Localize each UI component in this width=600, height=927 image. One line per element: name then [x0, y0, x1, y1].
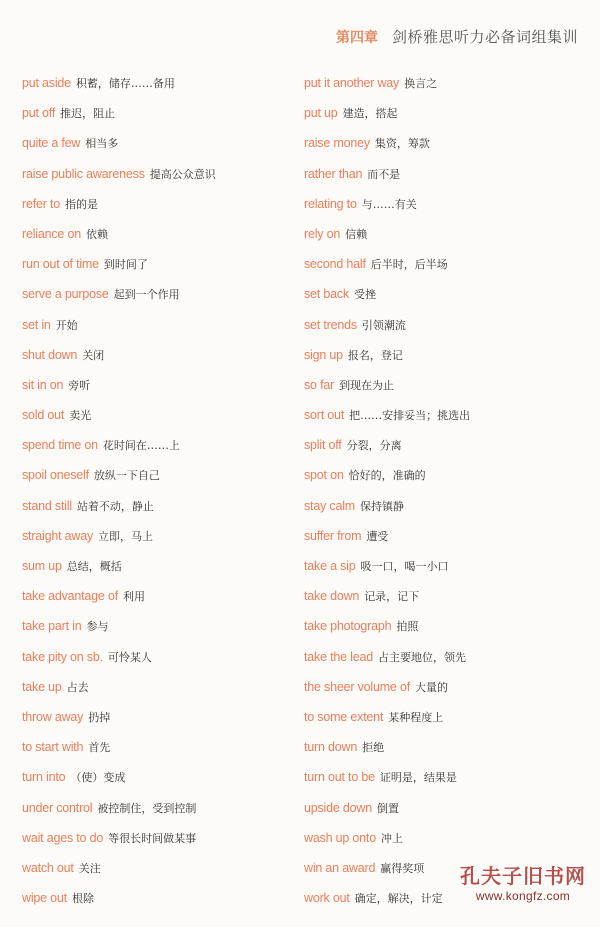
chinese-meaning: （使）变成 — [70, 771, 126, 785]
vocab-entry — [304, 464, 589, 494]
vocab-entry — [304, 525, 589, 555]
chinese-meaning: 到现在为止 — [339, 378, 395, 392]
vocab-entry — [22, 857, 307, 887]
chinese-meaning: 冲上 — [380, 831, 403, 845]
english-phrase: sold out — [22, 408, 65, 423]
chinese-meaning: 信赖 — [345, 227, 368, 241]
vocab-entry — [304, 736, 589, 766]
chapter-label: 第四章 — [335, 30, 378, 46]
vocab-entry — [22, 887, 307, 917]
chinese-meaning: 等很长时间做某事 — [108, 831, 197, 845]
vocab-entry — [304, 495, 589, 525]
chinese-meaning: 旁听 — [68, 378, 91, 392]
vocab-entry — [304, 555, 589, 585]
chinese-meaning: 利用 — [122, 590, 145, 604]
chinese-meaning: 赢得奖项 — [380, 861, 425, 875]
english-phrase: take the lead — [304, 649, 373, 664]
chinese-meaning: 参与 — [86, 620, 109, 634]
vocab-entry — [304, 283, 589, 313]
english-phrase: sum up — [22, 559, 62, 573]
chinese-meaning: 首先 — [88, 741, 111, 755]
english-phrase: sit in on — [22, 377, 64, 392]
english-phrase: stay calm — [304, 498, 355, 513]
chinese-meaning: 指的是 — [65, 197, 98, 211]
chinese-meaning: 卖光 — [69, 409, 92, 423]
vocab-entry — [304, 434, 589, 464]
english-phrase: put aside — [22, 76, 71, 90]
english-phrase: take pity on sb. — [22, 649, 103, 664]
english-phrase: upside down — [304, 800, 372, 815]
chinese-meaning: 扔掉 — [88, 710, 111, 724]
vocab-entry — [304, 223, 589, 253]
vocab-entry — [22, 495, 307, 525]
english-phrase: take photograph — [304, 619, 392, 634]
vocab-entry — [22, 615, 307, 645]
vocab-entry — [22, 766, 307, 796]
vocab-entry — [304, 646, 589, 676]
english-phrase: relating to — [304, 196, 357, 211]
english-phrase: sign up — [304, 347, 343, 362]
chinese-meaning: 推迟，阻止 — [60, 107, 116, 121]
chinese-meaning: 证明是，结果是 — [379, 771, 457, 785]
vocab-entry — [304, 102, 589, 132]
vocab-entry — [304, 797, 589, 827]
chinese-meaning: 与……有关 — [361, 197, 417, 211]
english-phrase: take part in — [22, 619, 82, 634]
vocab-entry — [22, 132, 307, 162]
english-phrase: set back — [304, 287, 349, 302]
chinese-meaning: 记录，记下 — [364, 590, 420, 604]
chinese-meaning: 开始 — [55, 318, 78, 332]
chinese-meaning: 建造，搭起 — [342, 107, 398, 121]
chinese-meaning: 依赖 — [85, 227, 108, 241]
english-phrase: watch out — [22, 860, 74, 875]
english-phrase: turn down — [304, 740, 358, 755]
vocab-entry — [22, 374, 307, 404]
chinese-meaning: 报名，登记 — [347, 348, 403, 362]
chinese-meaning: 倒置 — [377, 801, 399, 815]
vocab-entry — [304, 585, 589, 615]
vocab-entry — [22, 72, 307, 102]
chinese-meaning: 大量的 — [414, 680, 448, 694]
vocab-entry — [22, 434, 307, 464]
chinese-meaning: 关闭 — [82, 348, 105, 362]
english-phrase: put it another way — [304, 76, 400, 90]
chinese-meaning: 立即，马上 — [98, 529, 154, 543]
book-title: 剑桥雅思听力必备词组集训 — [391, 28, 578, 46]
vocab-entry — [22, 253, 307, 283]
chinese-meaning: 提高公众意识 — [149, 167, 216, 181]
english-phrase: throw away — [22, 709, 84, 724]
vocab-entry — [22, 646, 307, 676]
english-phrase: split off — [304, 438, 342, 453]
watermark — [460, 860, 586, 903]
english-phrase: so far — [304, 377, 335, 392]
english-phrase: quite a few — [22, 136, 81, 151]
vocab-entry — [22, 102, 307, 132]
chinese-meaning: 放纵一下自己 — [93, 469, 160, 483]
chinese-meaning: 遭受 — [366, 529, 389, 543]
vocab-entry — [22, 585, 307, 615]
chinese-meaning: 积蓄，储存……备用 — [75, 77, 175, 90]
chinese-meaning: 引领潮流 — [361, 318, 406, 332]
vocab-entry — [22, 555, 307, 585]
vocab-entry — [22, 163, 307, 193]
vocab-entry — [304, 72, 589, 102]
chinese-meaning: 分裂，分离 — [346, 439, 402, 453]
english-phrase: rely on — [304, 226, 341, 241]
watermark-logo: 孔夫子旧书网 — [460, 864, 586, 888]
english-phrase: wash up onto — [304, 830, 376, 845]
vocab-entry — [22, 797, 307, 827]
english-phrase: work out — [304, 891, 350, 906]
page-header — [336, 26, 578, 47]
vocab-entry — [304, 615, 589, 645]
english-phrase: raise public awareness — [22, 166, 145, 181]
english-phrase: second half — [304, 257, 366, 272]
vocab-entry — [22, 676, 307, 706]
chinese-meaning: 后半时，后半场 — [370, 258, 448, 272]
vocab-entry — [304, 827, 589, 857]
english-phrase: to some extent — [304, 709, 384, 724]
right-column — [304, 72, 589, 917]
english-phrase: stand still — [22, 498, 72, 513]
vocab-entry — [304, 253, 589, 283]
vocab-entry — [22, 525, 307, 555]
english-phrase: spoil oneself — [22, 468, 89, 483]
chinese-meaning: 可怜某人 — [107, 650, 152, 664]
english-phrase: win an award — [304, 860, 376, 875]
english-phrase: turn out to be — [304, 770, 375, 785]
chinese-meaning: 集资，筹款 — [374, 137, 430, 151]
chinese-meaning: 花时间在……上 — [102, 439, 180, 453]
vocab-entry — [22, 344, 307, 374]
watermark-url: www.kongfz.com — [475, 889, 571, 903]
vocab-entry — [304, 163, 589, 193]
vocab-entry — [304, 344, 589, 374]
english-phrase: reliance on — [22, 226, 81, 241]
english-phrase: take a sip — [304, 559, 356, 573]
english-phrase: under control — [22, 800, 93, 815]
english-phrase: to start with — [22, 740, 84, 755]
english-phrase: straight away — [22, 528, 94, 543]
vocab-entry — [22, 404, 307, 434]
chinese-meaning: 受挫 — [353, 288, 376, 302]
chinese-meaning: 相当多 — [85, 137, 119, 151]
english-phrase: take up — [22, 679, 62, 694]
vocab-entry — [304, 676, 589, 706]
english-phrase: sort out — [304, 408, 345, 423]
vocab-entry — [304, 193, 589, 223]
english-phrase: the sheer volume of — [304, 679, 410, 694]
left-column — [22, 72, 307, 917]
chinese-meaning: 吸一口，喝一小口 — [360, 560, 449, 573]
english-phrase: put off — [22, 106, 56, 121]
chinese-meaning: 某种程度上 — [388, 710, 444, 724]
chinese-meaning: 而不是 — [367, 167, 401, 181]
chinese-meaning: 站着不动，静止 — [76, 499, 154, 513]
english-phrase: wait ages to do — [22, 830, 104, 845]
english-phrase: take down — [304, 589, 360, 604]
vocab-entry — [22, 464, 307, 494]
chinese-meaning: 确定，解决，计定 — [354, 892, 443, 906]
vocab-entry — [22, 223, 307, 253]
chinese-meaning: 拍照 — [396, 620, 419, 634]
english-phrase: suffer from — [304, 528, 362, 543]
vocab-entry — [304, 766, 589, 796]
english-phrase: take advantage of — [22, 589, 118, 604]
vocab-entry — [22, 283, 307, 313]
chinese-meaning: 拒绝 — [362, 741, 385, 755]
vocab-entry — [304, 706, 589, 736]
vocab-entry — [304, 374, 589, 404]
chinese-meaning: 换言之 — [404, 77, 438, 90]
english-phrase: raise money — [304, 136, 370, 151]
chinese-meaning: 关注 — [78, 861, 101, 875]
chinese-meaning: 保持镇静 — [360, 499, 404, 513]
english-phrase: set trends — [304, 317, 357, 332]
chinese-meaning: 起到一个作用 — [113, 288, 180, 302]
vocab-entry — [22, 706, 307, 736]
chinese-meaning: 到时间了 — [103, 258, 148, 272]
chinese-meaning: 占主要地位，领先 — [377, 650, 466, 664]
vocab-entry — [22, 314, 307, 344]
english-phrase: set in — [22, 317, 51, 332]
english-phrase: run out of time — [22, 257, 99, 272]
vocab-entry — [22, 736, 307, 766]
english-phrase: refer to — [22, 196, 60, 211]
english-phrase: turn into — [22, 770, 66, 785]
vocab-entry — [304, 314, 589, 344]
chinese-meaning: 根除 — [71, 892, 94, 906]
english-phrase: spend time on — [22, 438, 98, 453]
english-phrase: spot on — [304, 468, 344, 483]
chinese-meaning: 被控制住，受到控制 — [97, 801, 197, 815]
chinese-meaning: 总结，概括 — [66, 560, 122, 573]
chinese-meaning: 恰好的，准确的 — [348, 469, 426, 483]
english-phrase: shut down — [22, 347, 78, 362]
english-phrase: rather than — [304, 166, 363, 181]
vocab-entry — [304, 132, 589, 162]
vocab-entry — [22, 193, 307, 223]
english-phrase: wipe out — [22, 891, 67, 906]
english-phrase: serve a purpose — [22, 287, 109, 302]
vocab-entry — [304, 404, 589, 434]
chinese-meaning: 把……安排妥当；挑选出 — [349, 409, 471, 423]
english-phrase: put up — [304, 106, 338, 121]
chinese-meaning: 占去 — [66, 680, 89, 694]
vocab-entry — [22, 827, 307, 857]
